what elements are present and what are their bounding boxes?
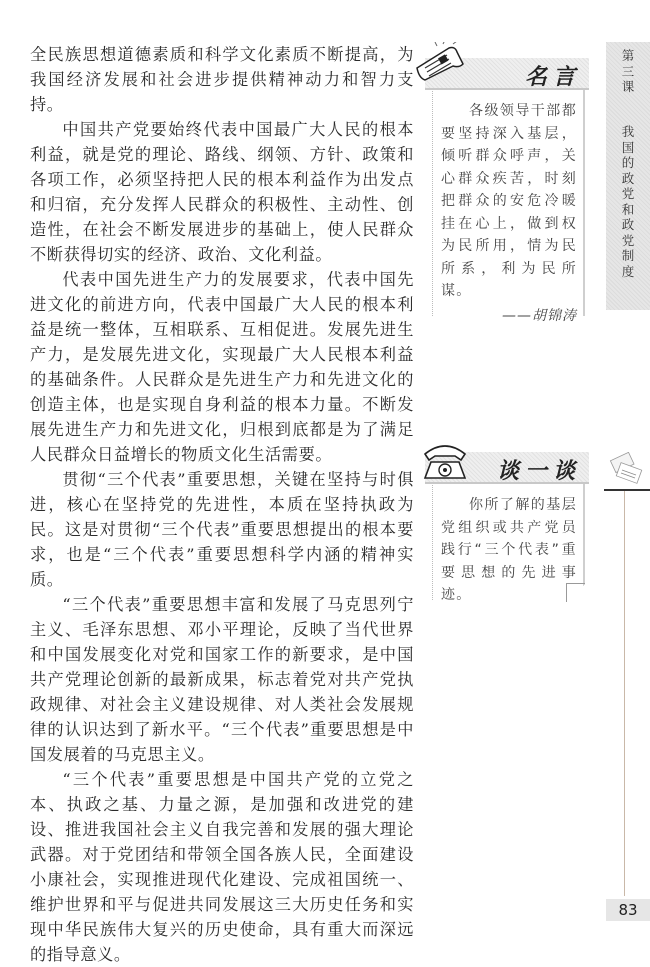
margin-rule-vertical: [624, 491, 625, 896]
telephone-icon: [419, 440, 471, 482]
lesson-label: 第三课: [621, 48, 635, 94]
chapter-side-tab: [606, 42, 650, 310]
newspaper-icon: [413, 42, 469, 82]
quote-box-body: [433, 90, 583, 335]
paragraph: 中国共产党要始终代表中国最广大人民的根本利益，就是党的理论、路线、纲领、方针、政策和各项工作，必须坚持把人民的根本利益作为出发点和归宿，充分发挥人民群众的积极性、主动性、创造性，在社会不断发展进步的基础上，使人民群众不断获得切实的经济、政治、文化利益。: [30, 120, 414, 264]
paragraph: 全民族思想道德素质和科学文化素质不断提高，为我国经济发展和社会进步提供精神动力和智力支持。: [30, 45, 414, 114]
paragraph: 代表中国先进生产力的发展要求，代表中国先进文化的前进方向，代表中国最广大人民的根本利益是统一整体，互相联系、互相促进。发展先进生产力，是发展先进文化，实现最广大人民根本利益的基础条件。人民群众是先进生产力和先进文化的创造主体，也是实现自身利益的根本力量。不断发展先进生产力和先进文化，归根到底都是为了满足人民群众日益增长的物质文化生活需要。: [30, 270, 414, 464]
main-text: [30, 42, 414, 967]
quote-box-header: [425, 58, 589, 90]
paragraph: “三个代表”重要思想丰富和发展了马克思列宁主义、毛泽东思想、邓小平理论，反映了当代世界和中国发展变化对党和国家工作的新要求，是中国共产党理论创新的最新成果，标志着党对共产党执政规律、对社会主义建设规律、对人类社会发展规律的认识达到了新水平。“三个代表”重要思想是中国发展着的马克思主义。: [30, 595, 414, 764]
page-number: 83: [606, 899, 650, 921]
quote-attribution: ——胡锦涛: [502, 307, 577, 324]
lesson-title: 我国的政党和政党制度: [621, 124, 635, 279]
discussion-box-header: [425, 452, 589, 484]
discussion-box-title: 谈一谈: [496, 459, 581, 484]
famous-quote-box: [432, 58, 585, 324]
margin-rule-horizontal: [604, 489, 650, 491]
discussion-box-body: [433, 484, 583, 615]
discussion-text: 你所了解的基层党组织或共产党员践行“三个代表”重要思想的先进事迹。: [441, 497, 577, 603]
quote-box-title: 名言: [524, 65, 581, 90]
paragraph: 贯彻“三个代表”重要思想，关键在坚持与时俱进，核心在坚持党的先进性，本质在坚持执政为民。这是对贯彻“三个代表”重要思想提出的根本要求，也是“三个代表”重要思想科学内涵的精神实质。: [30, 470, 414, 589]
paragraph: “三个代表”重要思想是中国共产党的立党之本、执政之基、力量之源，是加强和改进党的建设、推进我国社会主义自我完善和发展的强大理论武器。对于党团结和带领全国各族人民，全面建设小康社会，实现推进现代化建设、完成祖国统一、维护世界和平与促进共同发展这三大历史任务和实现中华民族伟大复兴的历史使命，具有重大而深远的指导意义。: [30, 770, 414, 964]
note-cards-icon: [608, 452, 646, 486]
discussion-box: [432, 452, 585, 603]
quote-text: 各级领导干部都要坚持深入基层，倾听群众呼声，关心群众疾苦，时刻把群众的安危冷暖挂在心上，做到权为民所用，情为民所系，利为民所谋。: [441, 103, 577, 299]
page-fold-corner: [566, 583, 585, 602]
